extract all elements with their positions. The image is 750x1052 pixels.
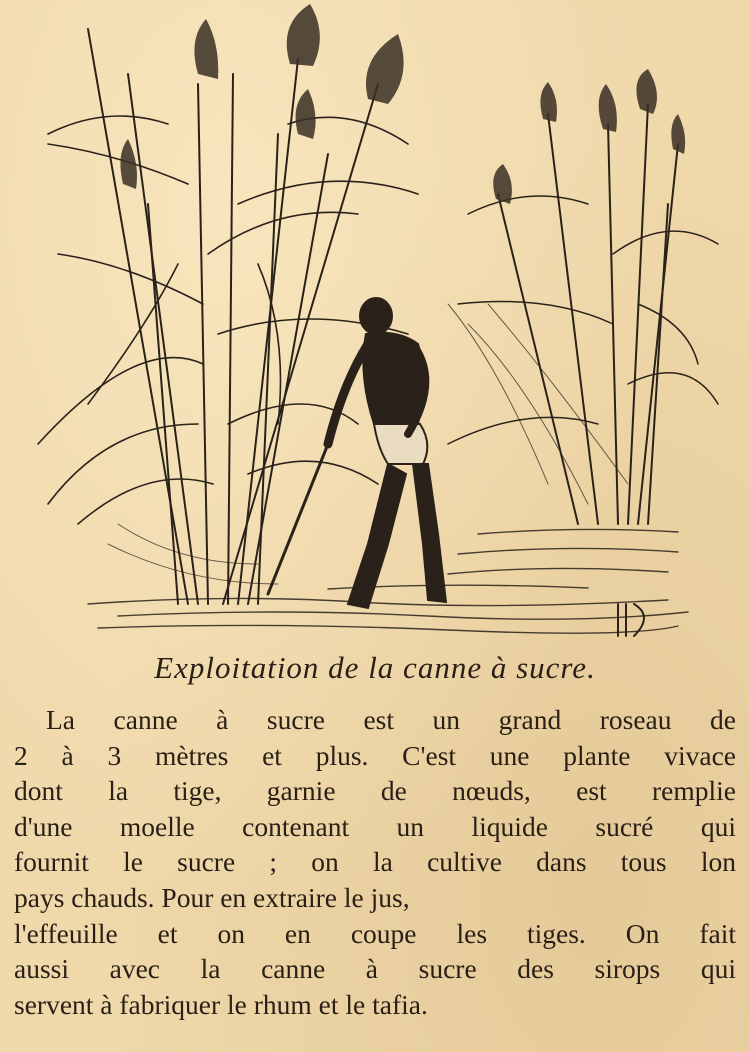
text-line: pays chauds. Pour en extraire le jus, [14, 881, 410, 913]
text-line: servent à fabriquer le rhum et le tafia. [14, 988, 428, 1020]
text-line: d'une moelle contenant un liquide sucré qui [14, 810, 736, 842]
paragraph [14, 702, 736, 1022]
text-line: 2 à 3 mètres et plus. C'est une plante vivace [14, 739, 736, 771]
engraving-image [28, 4, 728, 644]
illustration-caption: Exploitation de la canne à sucre. [154, 650, 596, 685]
text-line: fournit le sucre ; on la cultive dans tous lon [14, 846, 736, 878]
text-line: l'effeuille et on en coupe les tiges. On fait [14, 917, 736, 949]
text-line: dont la tige, garnie de nœuds, est remplie [14, 775, 736, 807]
text-line: La canne à sucre est un grand roseau de [46, 704, 736, 735]
text-line: aussi avec la canne à sucre des sirops qui [14, 953, 736, 985]
sugar-cane-engraving [28, 4, 728, 644]
